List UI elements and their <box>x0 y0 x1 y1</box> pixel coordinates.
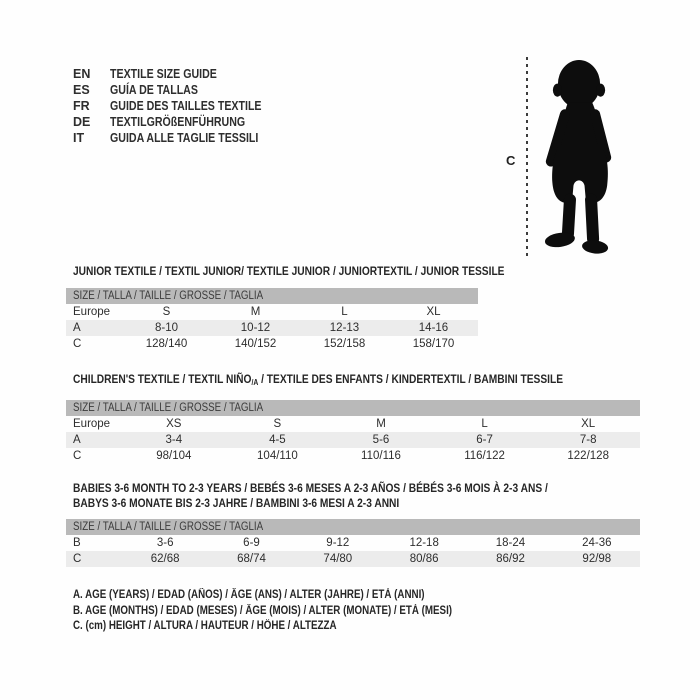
junior-section-title-text: JUNIOR TEXTILE / TEXTIL JUNIOR/ TEXTILE JUNIOR / JUNIORTEXTIL / JUNIOR TESSILE <box>73 264 505 278</box>
table-header-bar <box>66 288 478 304</box>
note-c <box>73 619 640 635</box>
table-row <box>66 551 640 567</box>
children-section-title-text <box>73 372 563 390</box>
data-cell: 104/110 <box>257 450 298 462</box>
language-code: FR <box>73 99 90 113</box>
language-code: EN <box>73 67 91 81</box>
language-label: GUÍA DE TALLAS <box>110 83 198 97</box>
row-label-cell: Europe <box>73 306 111 318</box>
data-cell: XL <box>426 306 441 318</box>
baby-silhouette-icon <box>533 57 623 258</box>
table-header-bar <box>66 400 640 416</box>
table-row <box>66 432 640 448</box>
data-cell: 5-6 <box>329 432 433 448</box>
size-header-label: SIZE / TALLA / TAILLE / GRÖSSE / TAGLIA <box>73 290 264 302</box>
data-cell: 12-13 <box>300 320 389 336</box>
language-row-de <box>73 114 288 130</box>
row-label-cell: A <box>66 320 122 336</box>
data-cell: 62/68 <box>122 551 208 567</box>
data-cell: L <box>341 306 348 318</box>
babies-section-title <box>66 481 640 511</box>
babies-title-line2: BABYS 3-6 MONATE BIS 2-3 JAHRE / BAMBINI 3-6 MESI A 2-3 ANNI <box>73 496 400 510</box>
children-size-table <box>66 400 640 464</box>
data-cell: 98/104 <box>156 450 192 462</box>
data-cell: 3-4 <box>122 432 226 448</box>
language-row-it <box>73 130 288 146</box>
height-dashed-line <box>526 57 528 258</box>
size-header-label: SIZE / TALLA / TAILLE / GRÖSSE / TAGLIA <box>73 521 264 533</box>
children-title-pre: CHILDREN'S TEXTILE / TEXTIL NIÑO <box>73 372 252 386</box>
data-cell: 14-16 <box>389 320 478 336</box>
table-row <box>66 320 478 336</box>
data-cell: L <box>481 418 488 430</box>
data-cell: 6-7 <box>433 432 537 448</box>
language-code: IT <box>73 131 85 145</box>
language-row-fr <box>73 98 288 114</box>
table-row <box>66 416 640 432</box>
data-cell: 4-5 <box>226 432 330 448</box>
table-row <box>66 535 640 551</box>
note-c-text: C. (cm) HEIGHT / ALTURA / HAUTEUR / HÖHE / ALTEZZA <box>73 620 337 632</box>
children-title-sub: /A <box>251 378 259 387</box>
junior-section-title <box>66 264 640 278</box>
note-b <box>73 604 640 620</box>
data-cell: S <box>162 306 171 318</box>
data-cell: M <box>250 306 261 318</box>
data-cell: 80/86 <box>381 551 467 567</box>
data-cell: 68/74 <box>208 551 294 567</box>
table-row <box>66 304 478 320</box>
table-row <box>66 448 640 464</box>
language-code: ES <box>73 83 90 97</box>
data-cell: 128/140 <box>145 338 188 350</box>
data-cell: 116/122 <box>464 450 505 462</box>
legend-notes <box>66 588 640 635</box>
data-cell: 74/80 <box>295 551 381 567</box>
data-cell: 86/92 <box>467 551 553 567</box>
language-label: GUIDE DES TAILLES TEXTILE <box>110 99 262 113</box>
language-row-en <box>73 66 288 82</box>
row-label-cell: B <box>73 537 81 549</box>
data-cell: XS <box>166 418 182 430</box>
children-section-title <box>66 372 640 390</box>
language-list <box>73 66 288 146</box>
babies-title-line1: BABIES 3-6 MONTH TO 2-3 YEARS / BEBÉS 3-6 MESES A 2-3 AÑOS / BÉBÉS 3-6 MOIS À 2-3 ANS / <box>73 481 548 495</box>
height-marker-label: C <box>506 153 516 168</box>
data-cell: S <box>273 418 282 430</box>
data-cell: 92/98 <box>554 551 640 567</box>
data-cell: 110/116 <box>361 450 401 462</box>
data-cell: 18-24 <box>495 537 526 549</box>
data-cell: 6-9 <box>243 537 260 549</box>
note-b-text: B. AGE (MONTHS) / EDAD (MESES) / ÂGE (MOIS) / ALTER (MONATE) / ETÀ (MESI) <box>73 604 453 617</box>
note-a-text: A. AGE (YEARS) / EDAD (AÑOS) / ÂGE (ANS) / ALTER (JAHRE) / ETÀ (ANNI) <box>73 589 425 601</box>
size-tables-section <box>66 264 640 635</box>
data-cell: 9-12 <box>326 537 350 549</box>
row-label-cell: C <box>73 450 82 462</box>
data-cell: 7-8 <box>536 432 640 448</box>
table-header-bar <box>66 519 640 535</box>
row-label-cell: C <box>73 338 82 350</box>
data-cell: M <box>376 418 386 430</box>
note-a <box>73 588 640 604</box>
language-label: GUIDA ALLE TAGLIE TESSILI <box>110 131 259 145</box>
row-label-cell: C <box>66 551 122 567</box>
data-cell: 12-18 <box>409 537 439 549</box>
data-cell: 8-10 <box>122 320 211 336</box>
junior-size-table <box>66 288 478 352</box>
language-label: TEXTILGRÖßENFÜHRUNG <box>110 115 246 129</box>
data-cell: 10-12 <box>211 320 300 336</box>
language-label: TEXTILE SIZE GUIDE <box>110 67 217 81</box>
height-figure <box>506 57 636 260</box>
language-row-es <box>73 82 288 98</box>
table-row <box>66 336 478 352</box>
babies-size-table <box>66 519 640 567</box>
data-cell: 3-6 <box>156 537 174 549</box>
row-label-cell: A <box>66 432 122 448</box>
data-cell: 158/170 <box>412 338 455 350</box>
language-code: DE <box>73 115 91 129</box>
data-cell: 152/158 <box>323 338 366 350</box>
data-cell: XL <box>581 418 596 430</box>
data-cell: 140/152 <box>234 338 277 350</box>
size-header-label: SIZE / TALLA / TAILLE / GRÖSSE / TAGLIA <box>73 402 264 414</box>
children-title-post: / TEXTILE DES ENFANTS / KINDERTEXTIL / BAMBINI TESSILE <box>258 372 563 386</box>
data-cell: 24-36 <box>582 537 612 549</box>
data-cell: 122/128 <box>567 450 609 462</box>
row-label-cell: Europe <box>73 418 111 430</box>
